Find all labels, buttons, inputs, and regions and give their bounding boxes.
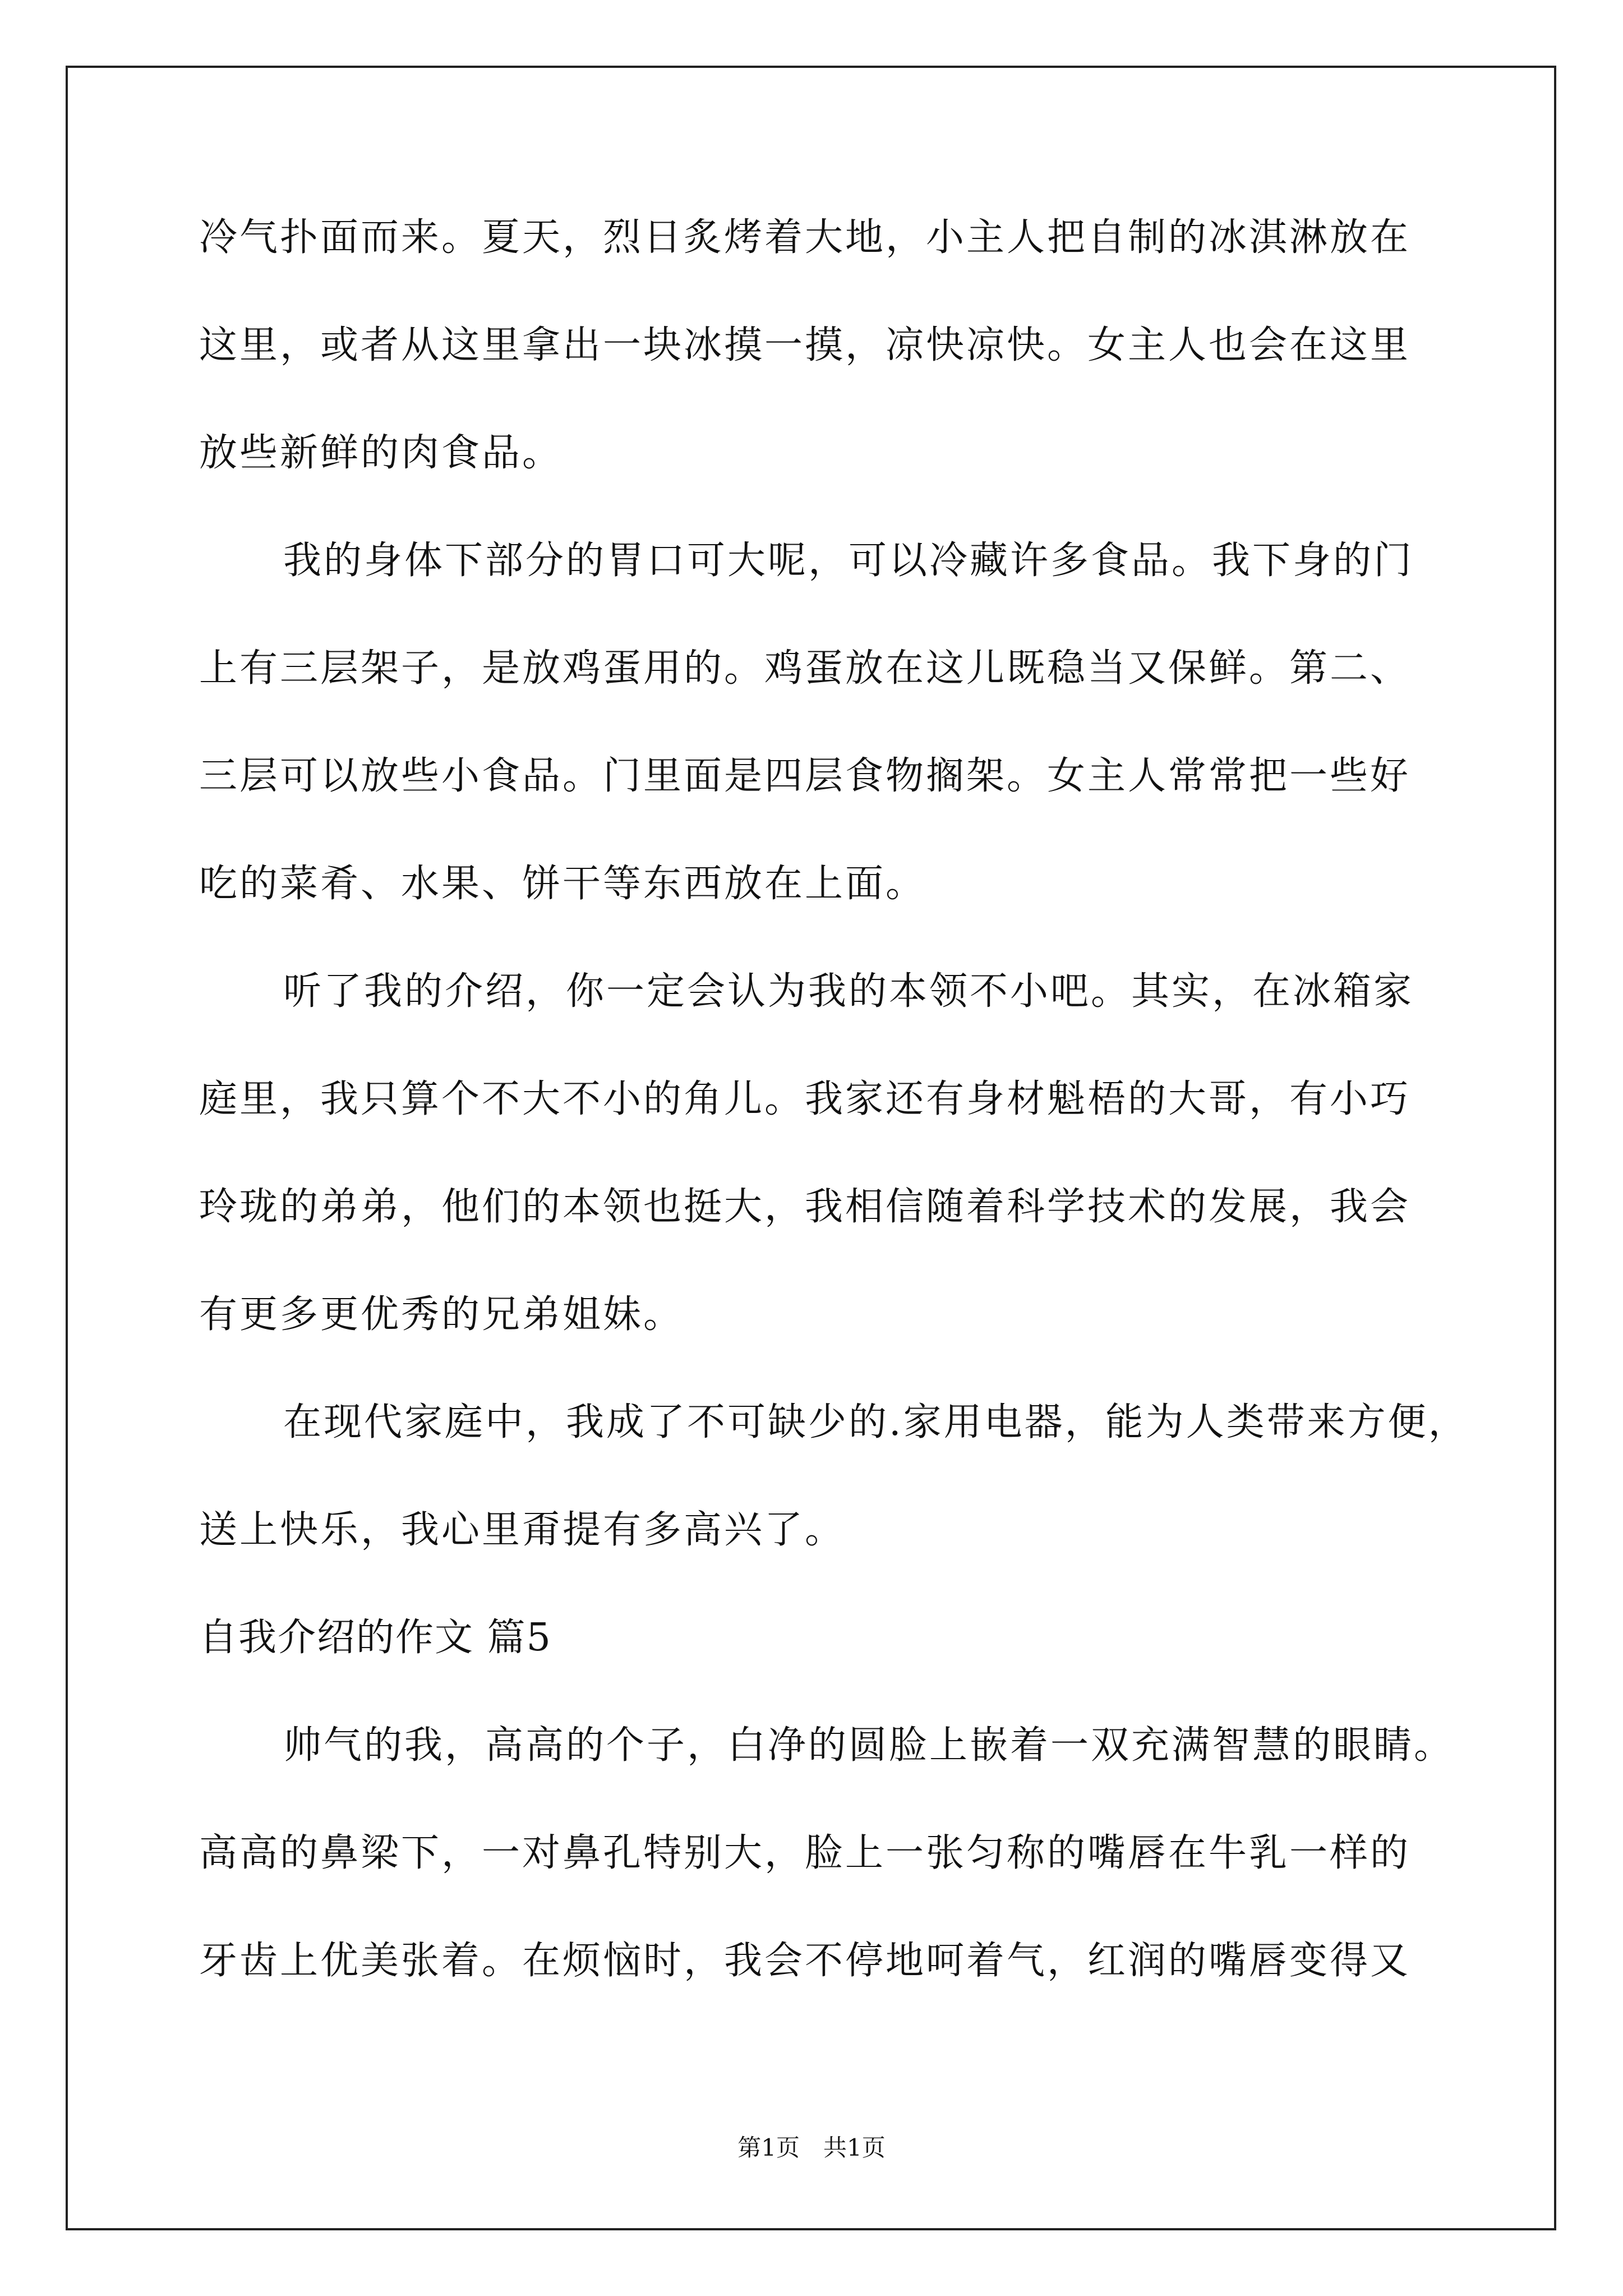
text-line-17: 牙齿上优美张着。在烦恼时，我会不停地呵着气，红润的嘴唇变得又 bbox=[199, 1939, 1411, 1983]
text-line-2: 这里，或者从这里拿出一块冰摸一摸，凉快凉快。女主人也会在这里 bbox=[199, 323, 1411, 367]
text-line-8: 听了我的介绍，你一定会认为我的本领不小吧。其实，在冰箱家 bbox=[283, 969, 1414, 1014]
text-line-7: 吃的菜肴、水果、饼干等东西放在上面。 bbox=[199, 862, 926, 906]
text-line-6: 三层可以放些小食品。门里面是四层食物搁架。女主人常常把一些好 bbox=[199, 754, 1411, 798]
text-line-9: 庭里，我只算个不大不小的角儿。我家还有身材魁梧的大哥，有小巧 bbox=[199, 1077, 1411, 1121]
text-line-10: 玲珑的弟弟，他们的本领也挺大，我相信随着科学技术的发展，我会 bbox=[199, 1185, 1411, 1229]
text-line-15: 帅气的我，高高的个子，白净的圆脸上嵌着一双充满智慧的眼睛。 bbox=[283, 1723, 1455, 1768]
text-line-11: 有更多更优秀的兄弟姐妹。 bbox=[199, 1292, 684, 1337]
document-body bbox=[199, 215, 1469, 2050]
section-heading: 自我介绍的作文 篇5 bbox=[199, 1616, 552, 1660]
text-line-4: 我的身体下部分的胃口可大呢，可以冷藏许多食品。我下身的门 bbox=[283, 539, 1414, 583]
text-line-12: 在现代家庭中，我成了不可缺少的.家用电器，能为人类带来方便， bbox=[283, 1400, 1469, 1444]
text-line-13: 送上快乐，我心里甭提有多高兴了。 bbox=[199, 1508, 846, 1552]
text-line-1: 冷气扑面而来。夏天，烈日炙烤着大地，小主人把自制的冰淇淋放在 bbox=[199, 215, 1411, 260]
page-number-footer: 第1页 共1页 bbox=[737, 2134, 886, 2161]
text-line-3: 放些新鲜的肉食品。 bbox=[199, 431, 563, 475]
text-line-5: 上有三层架子，是放鸡蛋用的。鸡蛋放在这儿既稳当又保鲜。第二、 bbox=[199, 646, 1411, 691]
text-line-16: 高高的鼻梁下，一对鼻孔特别大，脸上一张匀称的嘴唇在牛乳一样的 bbox=[199, 1831, 1411, 1875]
